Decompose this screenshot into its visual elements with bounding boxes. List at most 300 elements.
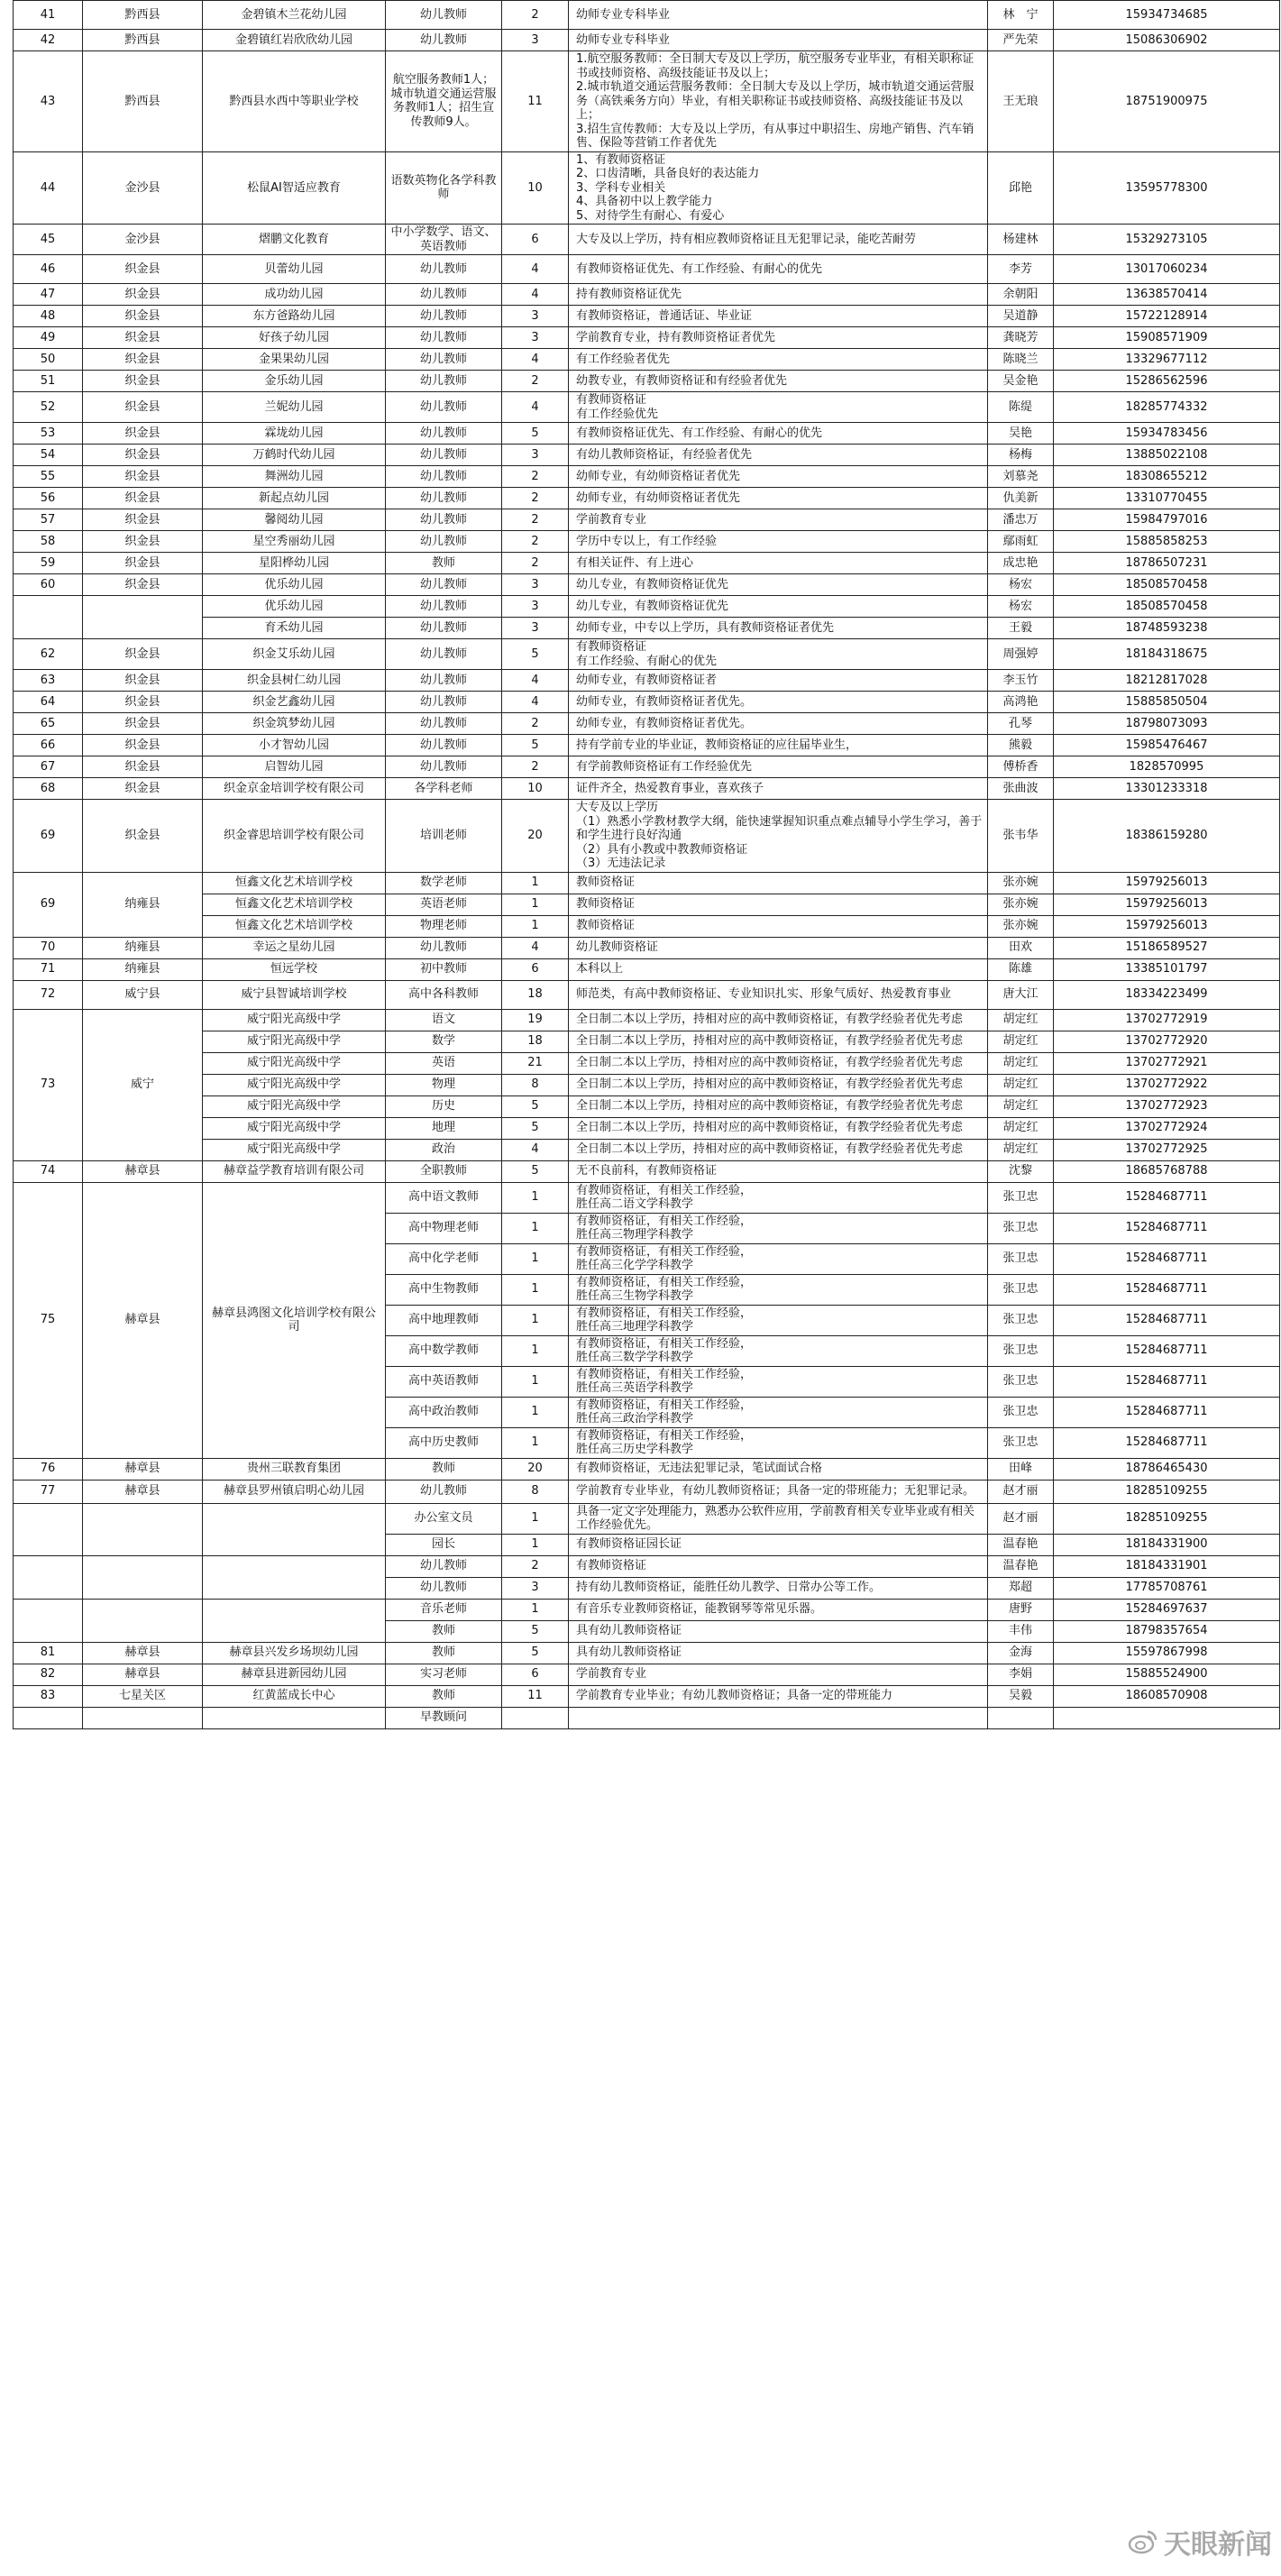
seq-cell: 76 xyxy=(14,1458,83,1480)
count-cell: 19 xyxy=(502,1009,569,1031)
table-row xyxy=(14,1707,1280,1728)
count-cell: 1 xyxy=(502,1534,569,1555)
count-cell: 2 xyxy=(502,756,569,778)
contact-cell: 杨宏 xyxy=(988,574,1054,596)
county-cell: 织金县 xyxy=(83,800,203,873)
county-cell: 织金县 xyxy=(83,327,203,349)
org-cell: 幸运之星幼儿园 xyxy=(203,937,386,958)
table-row xyxy=(14,531,1280,553)
count-cell: 2 xyxy=(502,371,569,392)
org-cell: 霖垅幼儿园 xyxy=(203,423,386,445)
county-cell: 纳雍县 xyxy=(83,958,203,980)
org-cell: 好孩子幼儿园 xyxy=(203,327,386,349)
org-cell: 贝蕾幼儿园 xyxy=(203,255,386,284)
count-cell: 4 xyxy=(502,1139,569,1160)
county-cell: 织金县 xyxy=(83,371,203,392)
county-cell xyxy=(83,1707,203,1728)
position-cell: 教师 xyxy=(386,553,502,574)
count-cell: 5 xyxy=(502,639,569,670)
county-cell: 织金县 xyxy=(83,392,203,423)
position-cell: 数学老师 xyxy=(386,872,502,894)
contact-cell: 赵才丽 xyxy=(988,1503,1054,1534)
table-row xyxy=(14,371,1280,392)
phone-cell: 15284687711 xyxy=(1054,1213,1280,1243)
position-cell: 语数英物化各学科教师 xyxy=(386,151,502,225)
requirement-cell: 有教师资格证，有相关工作经验， 胜任高三地理学科教学 xyxy=(569,1305,988,1335)
position-cell: 幼儿教师 xyxy=(386,327,502,349)
contact-cell: 张亦婉 xyxy=(988,915,1054,937)
county-cell: 金沙县 xyxy=(83,151,203,225)
phone-cell: 15286562596 xyxy=(1054,371,1280,392)
phone-cell: 18334223499 xyxy=(1054,980,1280,1009)
requirement-cell: 证件齐全，热爱教育事业，喜欢孩子 xyxy=(569,778,988,800)
position-cell: 物理 xyxy=(386,1074,502,1095)
requirement-cell: 具备一定文字处理能力，熟悉办公软件应用，学前教育相关专业毕业或有相关工作经验优先。 xyxy=(569,1503,988,1534)
requirement-cell: 幼师专业，有教师资格证者优先。 xyxy=(569,713,988,735)
contact-cell: 高鸿艳 xyxy=(988,692,1054,713)
count-cell: 3 xyxy=(502,445,569,466)
table-row xyxy=(14,423,1280,445)
county-cell: 织金县 xyxy=(83,255,203,284)
county-cell: 织金县 xyxy=(83,466,203,488)
position-cell: 园长 xyxy=(386,1534,502,1555)
contact-cell: 吴艳 xyxy=(988,423,1054,445)
phone-cell: 15985476467 xyxy=(1054,735,1280,756)
county-cell xyxy=(83,1599,203,1642)
org-cell: 赫章益学教育培训有限公司 xyxy=(203,1160,386,1182)
count-cell: 1 xyxy=(502,1366,569,1397)
position-cell: 数学 xyxy=(386,1031,502,1052)
phone-cell: 18212817028 xyxy=(1054,670,1280,692)
table-row xyxy=(14,1117,1280,1139)
org-cell: 贵州三联教育集团 xyxy=(203,1458,386,1480)
requirement-cell: 教师资格证 xyxy=(569,915,988,937)
org-cell: 威宁阳光高级中学 xyxy=(203,1117,386,1139)
position-cell: 幼儿教师 xyxy=(386,445,502,466)
contact-cell: 张卫忠 xyxy=(988,1366,1054,1397)
county-cell: 织金县 xyxy=(83,670,203,692)
contact-cell: 温春艳 xyxy=(988,1534,1054,1555)
count-cell: 18 xyxy=(502,1031,569,1052)
position-cell: 英语老师 xyxy=(386,894,502,915)
requirement-cell: 有教师资格证，无违法犯罪记录，笔试面试合格 xyxy=(569,1458,988,1480)
count-cell: 2 xyxy=(502,531,569,553)
contact-cell: 温春艳 xyxy=(988,1555,1054,1577)
position-cell: 高中生物教师 xyxy=(386,1274,502,1305)
seq-cell: 53 xyxy=(14,423,83,445)
count-cell: 1 xyxy=(502,1305,569,1335)
table-row xyxy=(14,1182,1280,1213)
org-cell: 威宁县智诚培训学校 xyxy=(203,980,386,1009)
phone-cell: 13702772921 xyxy=(1054,1052,1280,1074)
table-row xyxy=(14,1480,1280,1503)
table-row xyxy=(14,1009,1280,1031)
table-row xyxy=(14,509,1280,531)
county-cell: 织金县 xyxy=(83,639,203,670)
phone-cell: 17785708761 xyxy=(1054,1577,1280,1599)
requirement-cell: 师范类，有高中教师资格证、专业知识扎实、形象气质好、热爱教育事业 xyxy=(569,980,988,1009)
table-row xyxy=(14,392,1280,423)
position-cell: 幼儿教师 xyxy=(386,735,502,756)
phone-cell: 18184331900 xyxy=(1054,1534,1280,1555)
phone-cell: 15885858253 xyxy=(1054,531,1280,553)
org-cell: 恒鑫文化艺术培训学校 xyxy=(203,872,386,894)
position-cell: 幼儿教师 xyxy=(386,306,502,327)
org-cell: 小才智幼儿园 xyxy=(203,735,386,756)
count-cell: 1 xyxy=(502,1503,569,1534)
position-cell: 高中地理教师 xyxy=(386,1305,502,1335)
table-row xyxy=(14,618,1280,639)
county-cell: 织金县 xyxy=(83,488,203,509)
contact-cell: 张卫忠 xyxy=(988,1274,1054,1305)
seq-cell: 73 xyxy=(14,1009,83,1160)
contact-cell: 吴毅 xyxy=(988,1685,1054,1707)
requirement-cell: 有教师资格证，有相关工作经验， 胜任高三数学学科教学 xyxy=(569,1335,988,1366)
position-cell: 高中英语教师 xyxy=(386,1366,502,1397)
seq-cell xyxy=(14,1707,83,1728)
org-cell: 金果果幼儿园 xyxy=(203,349,386,371)
phone-cell: 18386159280 xyxy=(1054,800,1280,873)
contact-cell: 唐大江 xyxy=(988,980,1054,1009)
org-cell: 熠鹏文化教育 xyxy=(203,225,386,255)
requirement-cell: 有教师资格证优先、有工作经验、有耐心的优先 xyxy=(569,423,988,445)
table-row xyxy=(14,1555,1280,1577)
count-cell: 5 xyxy=(502,1620,569,1642)
seq-cell: 68 xyxy=(14,778,83,800)
county-cell: 织金县 xyxy=(83,284,203,306)
phone-cell: 15284687711 xyxy=(1054,1397,1280,1427)
requirement-cell: 有教师资格证，有相关工作经验， 胜任高三政治学科教学 xyxy=(569,1397,988,1427)
requirement-cell: 全日制二本以上学历，持相对应的高中教师资格证，有教学经验者优先考虑 xyxy=(569,1074,988,1095)
position-cell: 高中数学教师 xyxy=(386,1335,502,1366)
county-cell: 赫章县 xyxy=(83,1664,203,1685)
seq-cell: 75 xyxy=(14,1182,83,1458)
phone-cell: 18184331901 xyxy=(1054,1555,1280,1577)
table-row xyxy=(14,1503,1280,1534)
table-row xyxy=(14,894,1280,915)
contact-cell: 王无琅 xyxy=(988,51,1054,152)
seq-cell: 60 xyxy=(14,574,83,596)
org-cell: 威宁阳光高级中学 xyxy=(203,1095,386,1117)
org-cell: 威宁阳光高级中学 xyxy=(203,1074,386,1095)
requirement-cell: 学前教育专业毕业；有幼儿教师资格证；具备一定的带班能力 xyxy=(569,1685,988,1707)
org-cell: 恒鑫文化艺术培训学校 xyxy=(203,915,386,937)
phone-cell: 15186589527 xyxy=(1054,937,1280,958)
org-cell: 星空秀丽幼儿园 xyxy=(203,531,386,553)
contact-cell: 张亦婉 xyxy=(988,894,1054,915)
position-cell: 高中化学老师 xyxy=(386,1243,502,1274)
phone-cell: 13702772919 xyxy=(1054,1009,1280,1031)
count-cell: 2 xyxy=(502,488,569,509)
org-cell: 新起点幼儿园 xyxy=(203,488,386,509)
phone-cell: 13885022108 xyxy=(1054,445,1280,466)
contact-cell: 杨建林 xyxy=(988,225,1054,255)
table-row xyxy=(14,735,1280,756)
org-cell: 启智幼儿园 xyxy=(203,756,386,778)
table-row xyxy=(14,1139,1280,1160)
table-row xyxy=(14,778,1280,800)
phone-cell: 15979256013 xyxy=(1054,894,1280,915)
org-cell: 织金睿思培训学校有限公司 xyxy=(203,800,386,873)
county-cell: 赫章县 xyxy=(83,1480,203,1503)
position-cell: 高中物理老师 xyxy=(386,1213,502,1243)
county-cell: 黔西县 xyxy=(83,51,203,152)
seq-cell: 64 xyxy=(14,692,83,713)
contact-cell: 沈黎 xyxy=(988,1160,1054,1182)
phone-cell: 13310770455 xyxy=(1054,488,1280,509)
position-cell: 幼儿教师 xyxy=(386,509,502,531)
phone-cell: 15086306902 xyxy=(1054,30,1280,51)
county-cell: 威宁 xyxy=(83,1009,203,1160)
county-cell: 纳雍县 xyxy=(83,872,203,937)
count-cell: 21 xyxy=(502,1052,569,1074)
contact-cell: 胡定红 xyxy=(988,1139,1054,1160)
phone-cell: 15284687711 xyxy=(1054,1305,1280,1335)
seq-cell: 77 xyxy=(14,1480,83,1503)
count-cell: 20 xyxy=(502,800,569,873)
phone-cell: 1828570995 xyxy=(1054,756,1280,778)
phone-cell: 15908571909 xyxy=(1054,327,1280,349)
requirement-cell: 教师资格证 xyxy=(569,894,988,915)
seq-cell: 42 xyxy=(14,30,83,51)
seq-cell: 49 xyxy=(14,327,83,349)
position-cell: 幼儿教师 xyxy=(386,756,502,778)
contact-cell: 刘慕尧 xyxy=(988,466,1054,488)
table-row xyxy=(14,937,1280,958)
phone-cell xyxy=(1054,1707,1280,1728)
contact-cell: 田峰 xyxy=(988,1458,1054,1480)
org-cell: 优乐幼儿园 xyxy=(203,574,386,596)
contact-cell: 张曲波 xyxy=(988,778,1054,800)
county-cell: 黔西县 xyxy=(83,1,203,30)
contact-cell: 鄢雨虹 xyxy=(988,531,1054,553)
phone-cell: 18184318675 xyxy=(1054,639,1280,670)
seq-cell xyxy=(14,596,83,639)
position-cell: 幼儿教师 xyxy=(386,30,502,51)
phone-cell: 18786507231 xyxy=(1054,553,1280,574)
phone-cell: 15284687711 xyxy=(1054,1427,1280,1458)
requirement-cell: 全日制二本以上学历，持相对应的高中教师资格证，有教学经验者优先考虑 xyxy=(569,1139,988,1160)
position-cell: 幼儿教师 xyxy=(386,371,502,392)
count-cell: 1 xyxy=(502,1599,569,1620)
county-cell xyxy=(83,1503,203,1555)
contact-cell: 李芳 xyxy=(988,255,1054,284)
count-cell xyxy=(502,1707,569,1728)
position-cell: 历史 xyxy=(386,1095,502,1117)
position-cell: 幼儿教师 xyxy=(386,255,502,284)
position-cell: 早教顾问 xyxy=(386,1707,502,1728)
county-cell: 织金县 xyxy=(83,692,203,713)
position-cell: 实习老师 xyxy=(386,1664,502,1685)
requirement-cell xyxy=(569,1707,988,1728)
requirement-cell: 有学前教师资格证有工作经验优先 xyxy=(569,756,988,778)
county-cell: 织金县 xyxy=(83,778,203,800)
table-row xyxy=(14,800,1280,873)
org-cell: 金碧镇红岩欣欣幼儿园 xyxy=(203,30,386,51)
county-cell: 织金县 xyxy=(83,713,203,735)
contact-cell: 张卫忠 xyxy=(988,1397,1054,1427)
count-cell: 6 xyxy=(502,958,569,980)
org-cell: 赫章县进新园幼儿园 xyxy=(203,1664,386,1685)
table-row xyxy=(14,1052,1280,1074)
count-cell: 5 xyxy=(502,1160,569,1182)
count-cell: 4 xyxy=(502,284,569,306)
watermark xyxy=(1128,2522,1272,2562)
contact-cell: 成忠艳 xyxy=(988,553,1054,574)
count-cell: 3 xyxy=(502,30,569,51)
org-cell: 恒远学校 xyxy=(203,958,386,980)
contact-cell: 杨宏 xyxy=(988,596,1054,618)
table-row xyxy=(14,596,1280,618)
seq-cell: 72 xyxy=(14,980,83,1009)
position-cell: 幼儿教师 xyxy=(386,670,502,692)
county-cell: 七星关区 xyxy=(83,1685,203,1707)
county-cell: 织金县 xyxy=(83,349,203,371)
position-cell: 培训老师 xyxy=(386,800,502,873)
requirement-cell: 学前教育专业，持有教师资格证者优先 xyxy=(569,327,988,349)
contact-cell: 郑超 xyxy=(988,1577,1054,1599)
seq-cell: 59 xyxy=(14,553,83,574)
table-row xyxy=(14,255,1280,284)
count-cell: 5 xyxy=(502,735,569,756)
position-cell: 语文 xyxy=(386,1009,502,1031)
count-cell: 4 xyxy=(502,392,569,423)
table-row xyxy=(14,713,1280,735)
table-row xyxy=(14,1458,1280,1480)
county-cell: 织金县 xyxy=(83,423,203,445)
seq-cell xyxy=(14,1555,83,1599)
org-cell: 星阳桦幼儿园 xyxy=(203,553,386,574)
table-row xyxy=(14,1031,1280,1052)
contact-cell: 田欢 xyxy=(988,937,1054,958)
requirement-cell: 有教师资格证，普通话证、毕业证 xyxy=(569,306,988,327)
phone-cell: 15984797016 xyxy=(1054,509,1280,531)
position-cell: 高中各科教师 xyxy=(386,980,502,1009)
contact-cell: 龚晓芳 xyxy=(988,327,1054,349)
count-cell: 3 xyxy=(502,618,569,639)
table-row xyxy=(14,1599,1280,1620)
phone-cell: 18608570908 xyxy=(1054,1685,1280,1707)
requirement-cell: 幼师专业，有教师资格证者 xyxy=(569,670,988,692)
contact-cell: 张卫忠 xyxy=(988,1335,1054,1366)
phone-cell: 18508570458 xyxy=(1054,574,1280,596)
position-cell: 幼儿教师 xyxy=(386,423,502,445)
org-cell: 织金艾乐幼儿园 xyxy=(203,639,386,670)
position-cell: 幼儿教师 xyxy=(386,466,502,488)
seq-cell: 70 xyxy=(14,937,83,958)
count-cell: 6 xyxy=(502,1664,569,1685)
requirement-cell: 有教师资格证园长证 xyxy=(569,1534,988,1555)
table-row xyxy=(14,51,1280,152)
contact-cell: 潘忠万 xyxy=(988,509,1054,531)
contact-cell: 邱艳 xyxy=(988,151,1054,225)
requirement-cell: 有教师资格证，有相关工作经验， 胜任高三物理学科教学 xyxy=(569,1213,988,1243)
contact-cell: 李娟 xyxy=(988,1664,1054,1685)
position-cell: 幼儿教师 xyxy=(386,349,502,371)
phone-cell: 18786465430 xyxy=(1054,1458,1280,1480)
seq-cell: 71 xyxy=(14,958,83,980)
phone-cell: 13702772923 xyxy=(1054,1095,1280,1117)
county-cell: 赫章县 xyxy=(83,1642,203,1664)
requirement-cell: 学前教育专业毕业，有幼儿教师资格证；具备一定的带班能力；无犯罪记录。 xyxy=(569,1480,988,1503)
count-cell: 2 xyxy=(502,713,569,735)
requirement-cell: 1.航空服务教师：全日制大专及以上学历，航空服务专业毕业，有相关职称证书或技师资格、高级技能证书及以上； 2.城市轨道交通运营服务教师：全日制大专及以上学历，城市轨道交通运营服务（高铁乘务方向）毕业，有相关职称证书或技师资格、高级技能证书及以上； 3.招生宣传教师：大专及以上学历，有从事过中职招生、房地产销售、汽车销售、保险等营销工作者优先 xyxy=(569,51,988,152)
seq-cell: 46 xyxy=(14,255,83,284)
requirement-cell: 无不良前科，有教师资格证 xyxy=(569,1160,988,1182)
seq-cell: 82 xyxy=(14,1664,83,1685)
count-cell: 4 xyxy=(502,692,569,713)
phone-cell: 13385101797 xyxy=(1054,958,1280,980)
seq-cell: 47 xyxy=(14,284,83,306)
org-cell: 威宁阳光高级中学 xyxy=(203,1139,386,1160)
table-row xyxy=(14,1,1280,30)
county-cell xyxy=(83,1555,203,1599)
count-cell: 5 xyxy=(502,1117,569,1139)
requirement-cell: 有幼儿教师资格证，有经验者优先 xyxy=(569,445,988,466)
requirement-cell: 幼师专业，有幼师资格证者优先 xyxy=(569,488,988,509)
seq-cell: 51 xyxy=(14,371,83,392)
contact-cell: 熊毅 xyxy=(988,735,1054,756)
recruitment-table xyxy=(13,0,1280,1729)
requirement-cell: 有教师资格证，有相关工作经验， 胜任高三英语学科教学 xyxy=(569,1366,988,1397)
contact-cell: 胡定红 xyxy=(988,1031,1054,1052)
org-cell xyxy=(203,1555,386,1599)
seq-cell: 55 xyxy=(14,466,83,488)
position-cell: 幼儿教师 xyxy=(386,1,502,30)
phone-cell: 18798073093 xyxy=(1054,713,1280,735)
phone-cell: 13702772920 xyxy=(1054,1031,1280,1052)
requirement-cell: 学历中专以上，有工作经验 xyxy=(569,531,988,553)
table-row xyxy=(14,151,1280,225)
phone-cell: 13301233318 xyxy=(1054,778,1280,800)
requirement-cell: 有教师资格证，有相关工作经验， 胜任高二语文学科教学 xyxy=(569,1182,988,1213)
seq-cell: 52 xyxy=(14,392,83,423)
requirement-cell: 幼师专业专科毕业 xyxy=(569,30,988,51)
county-cell: 赫章县 xyxy=(83,1160,203,1182)
org-cell xyxy=(203,1599,386,1642)
phone-cell: 15934783456 xyxy=(1054,423,1280,445)
contact-cell: 王毅 xyxy=(988,618,1054,639)
table-row xyxy=(14,756,1280,778)
org-cell xyxy=(203,1707,386,1728)
org-cell: 威宁阳光高级中学 xyxy=(203,1052,386,1074)
requirement-cell: 具有幼儿教师资格证 xyxy=(569,1642,988,1664)
position-cell: 教师 xyxy=(386,1458,502,1480)
org-cell: 赫章县鸿图文化培训学校有限公司 xyxy=(203,1182,386,1458)
table-row xyxy=(14,1095,1280,1117)
count-cell: 18 xyxy=(502,980,569,1009)
seq-cell: 62 xyxy=(14,639,83,670)
org-cell: 恒鑫文化艺术培训学校 xyxy=(203,894,386,915)
count-cell: 1 xyxy=(502,1427,569,1458)
phone-cell: 15329273105 xyxy=(1054,225,1280,255)
seq-cell: 63 xyxy=(14,670,83,692)
position-cell: 办公室文员 xyxy=(386,1503,502,1534)
requirement-cell: 具有幼儿教师资格证 xyxy=(569,1620,988,1642)
contact-cell: 胡定红 xyxy=(988,1052,1054,1074)
requirement-cell: 有工作经验者优先 xyxy=(569,349,988,371)
requirement-cell: 幼师专业专科毕业 xyxy=(569,1,988,30)
phone-cell: 18308655212 xyxy=(1054,466,1280,488)
county-cell: 织金县 xyxy=(83,445,203,466)
contact-cell: 陈缇 xyxy=(988,392,1054,423)
county-cell: 织金县 xyxy=(83,735,203,756)
requirement-cell: 有音乐专业教师资格证，能教钢琴等常见乐器。 xyxy=(569,1599,988,1620)
county-cell: 威宁县 xyxy=(83,980,203,1009)
requirement-cell: 持有幼儿教师资格证，能胜任幼儿教学、日常办公等工作。 xyxy=(569,1577,988,1599)
table-row xyxy=(14,30,1280,51)
requirement-cell: 幼师专业，中专以上学历，具有教师资格证者优先 xyxy=(569,618,988,639)
